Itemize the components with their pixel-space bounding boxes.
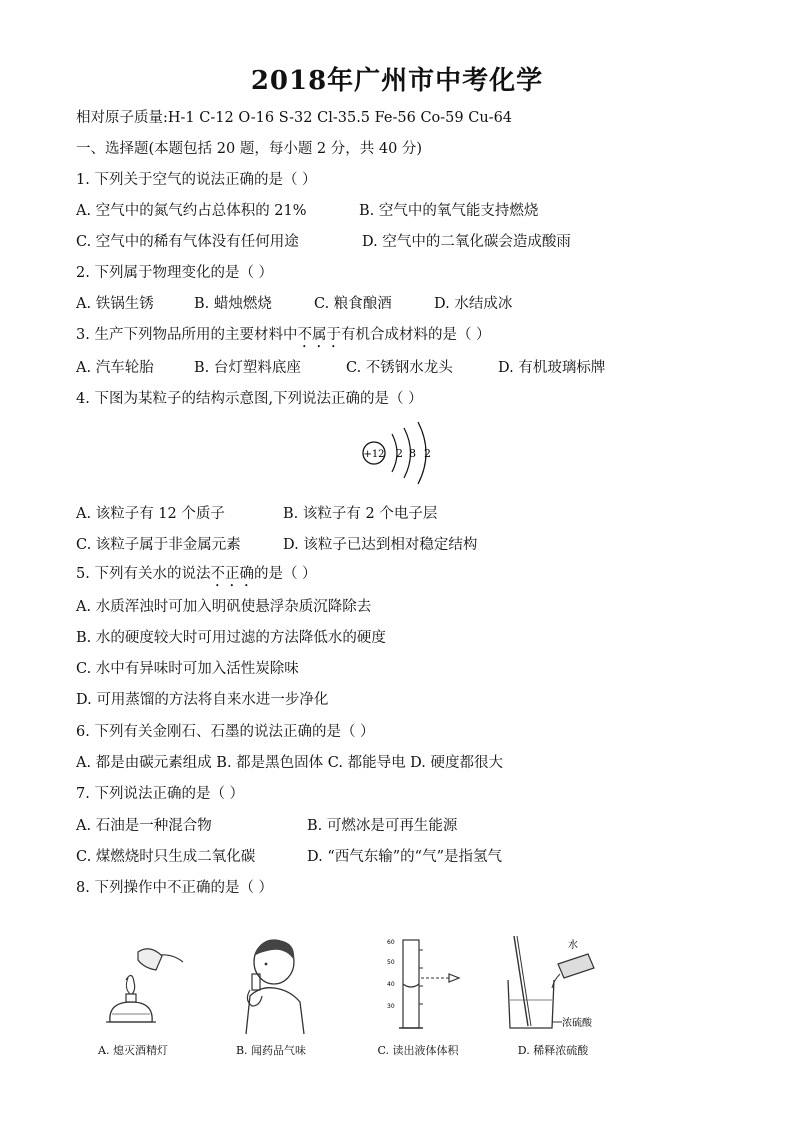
q4-stem: 4. 下图为某粒子的结构示意图,下列说法正确的是（ ） — [76, 391, 423, 407]
q1-stem: 1. 下列关于空气的说法正确的是（ ） — [76, 172, 317, 188]
q7-option-a: A. 石油是一种混合物 — [76, 818, 212, 834]
q7-option-d: D. “西气东输”的“气”是指氢气 — [307, 849, 502, 865]
q1-option-c: C. 空气中的稀有气体没有任何用途 — [76, 234, 299, 250]
q4-options-row2 — [76, 533, 478, 554]
q5-option-b: B. 水的硬度较大时可用过滤的方法降低水的硬度 — [76, 630, 386, 646]
q7-options-row2 — [76, 845, 502, 866]
figure-b — [216, 930, 326, 1060]
page-title: 2018年广州市中考化学 — [250, 66, 544, 96]
q3-option-d: D. 有机玻璃标牌 — [498, 360, 606, 376]
figure-a — [78, 930, 188, 1060]
q3-option-c: C. 不锈钢水龙头 — [346, 360, 453, 376]
q5-stem-post: 的是（ ） — [253, 566, 317, 582]
figure-d-caption: D. 稀释浓硫酸 — [517, 1044, 589, 1057]
shell-electrons-1: 2 — [396, 447, 403, 460]
q4-option-a: A. 该粒子有 12 个质子 — [76, 506, 225, 522]
cylinder-tick-60: 60 — [387, 939, 395, 946]
q1-option-d: D. 空气中的二氧化碳会造成酸雨 — [362, 234, 571, 250]
q6-stem: 6. 下列有关金刚石、石墨的说法正确的是（ ） — [76, 724, 375, 740]
figure-d — [498, 930, 608, 1060]
q3-option-a: A. 汽车轮胎 — [76, 360, 154, 376]
atom-structure-diagram — [360, 418, 440, 488]
q2-option-c: C. 粮食酿酒 — [314, 296, 392, 312]
q1-option-a: A. 空气中的氮气约占总体积的 21% — [76, 203, 307, 219]
shell-electrons-2: 8 — [409, 447, 416, 460]
q1-options-row2 — [76, 230, 571, 251]
q5-option-c: C. 水中有异味时可加入活性炭除味 — [76, 661, 299, 677]
graduated-cylinder-illustration — [363, 930, 473, 1040]
q4-option-b: B. 该粒子有 2 个电子层 — [283, 506, 438, 522]
cylinder-tick-30: 30 — [387, 1003, 395, 1010]
eye-icon — [449, 974, 459, 982]
cylinder-tick-40: 40 — [387, 981, 395, 988]
q2-option-b: B. 蜡烛燃烧 — [194, 296, 272, 312]
smell-chemical-illustration — [216, 930, 326, 1040]
q7-stem: 7. 下列说法正确的是（ ） — [76, 786, 245, 802]
q2-option-d: D. 水结成冰 — [434, 296, 513, 312]
q3-stem — [76, 323, 491, 351]
figure-b-caption: B. 闻药品气味 — [235, 1044, 307, 1057]
q4-options-row1 — [76, 502, 438, 523]
label-acid: 浓硫酸 — [562, 1018, 592, 1029]
dilute-acid-illustration — [498, 930, 608, 1040]
q3-stem-post: 有机合成材料的是（ ） — [340, 327, 491, 343]
q4-option-d: D. 该粒子已达到相对稳定结构 — [283, 537, 478, 553]
figure-a-caption: A. 熄灭酒精灯 — [98, 1044, 168, 1057]
q7-option-b: B. 可燃冰是可再生能源 — [307, 818, 458, 834]
q5-stem-pre: 5. 下列有关水的说法 — [76, 566, 211, 582]
q5-option-a: A. 水质浑浊时可加入明矾使悬浮杂质沉降除去 — [76, 599, 372, 615]
q2-stem: 2. 下列属于物理变化的是（ ） — [76, 265, 274, 281]
q2-options — [76, 292, 513, 313]
q4-option-c: C. 该粒子属于非金属元素 — [76, 537, 241, 553]
q3-option-b: B. 台灯塑料底座 — [194, 360, 301, 376]
q1-options-row1 — [76, 199, 539, 220]
q5-option-d: D. 可用蒸馏的方法将自来水进一步净化 — [76, 692, 329, 708]
nucleus-charge: +12 — [363, 449, 385, 460]
figure-c-caption: C. 读出液体体积 — [377, 1044, 459, 1057]
q8-figures — [78, 930, 618, 1060]
q7-option-c: C. 煤燃烧时只生成二氧化碳 — [76, 849, 256, 865]
figure-c — [363, 930, 473, 1060]
q8-stem: 8. 下列操作中不正确的是（ ） — [76, 880, 274, 896]
q6-options: A. 都是由碳元素组成 B. 都是黑色固体 C. 都能导电 D. 硬度都很大 — [76, 755, 504, 771]
q3-stem-pre: 3. 生产下列物品所用的主要材料中 — [76, 327, 298, 343]
q1-option-b: B. 空气中的氧气能支持燃烧 — [359, 203, 539, 219]
shell-electrons-3: 2 — [424, 447, 431, 460]
atomic-masses: 相对原子质量:H-1 C-12 O-16 S-32 Cl-35.5 Fe-56 Co-59 Cu-64 — [76, 110, 513, 126]
section-heading: 一、选择题(本题包括 20 题，每小题 2 分，共 40 分) — [76, 141, 423, 157]
q2-option-a: A. 铁锅生锈 — [76, 296, 154, 312]
q5-stem-emphasis: 不正确 — [210, 566, 254, 582]
q7-options-row1 — [76, 814, 458, 835]
cylinder-tick-50: 50 — [387, 959, 395, 966]
q5-stem — [76, 562, 317, 590]
label-water: 水 — [568, 940, 578, 951]
alcohol-lamp-illustration — [78, 930, 188, 1040]
q3-stem-emphasis: 不属于 — [297, 327, 341, 343]
q3-options — [76, 356, 606, 377]
